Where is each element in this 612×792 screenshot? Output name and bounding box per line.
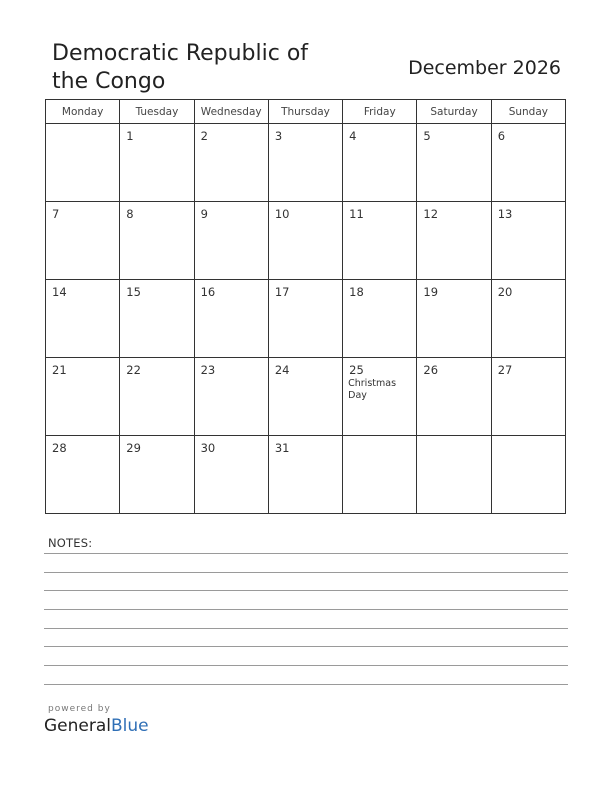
- day-number: 14: [52, 285, 67, 299]
- powered-by-text: powered by: [48, 704, 111, 714]
- weekday-header: Monday: [46, 100, 120, 124]
- week-row: [46, 436, 566, 514]
- day-cell-holiday: [343, 358, 417, 436]
- brand-general: General: [44, 716, 111, 736]
- weekday-header: Saturday: [417, 100, 491, 124]
- day-number: 1: [126, 129, 134, 143]
- weekday-header: Friday: [343, 100, 417, 124]
- brand-blue: Blue: [111, 716, 149, 736]
- day-cell: [46, 358, 120, 436]
- day-cell: [46, 280, 120, 358]
- day-number: [417, 436, 490, 441]
- month-year-title: December 2026: [408, 57, 561, 79]
- day-number: 6: [497, 129, 506, 143]
- day-cell: [343, 436, 417, 514]
- day-number: 4: [349, 129, 357, 143]
- weekday-header: Wednesday: [194, 100, 268, 124]
- day-cell: [120, 202, 194, 280]
- day-cell: [120, 358, 194, 436]
- day-number: 25: [349, 363, 364, 377]
- day-number: [343, 436, 416, 441]
- day-cell: [268, 124, 342, 202]
- day-cell: [417, 436, 491, 514]
- day-cell: [120, 280, 194, 358]
- day-number: 5: [423, 129, 431, 143]
- generalblue-logo: [44, 716, 149, 736]
- day-cell: [491, 202, 565, 280]
- day-number: 30: [200, 441, 216, 455]
- day-cell: [46, 436, 120, 514]
- notes-line: [44, 628, 568, 629]
- day-cell: [194, 280, 268, 358]
- week-row: [46, 280, 566, 358]
- day-cell: [120, 436, 194, 514]
- day-number: 21: [52, 363, 67, 377]
- day-number: 12: [423, 207, 439, 221]
- day-number: 7: [52, 207, 60, 221]
- day-cell: [417, 202, 491, 280]
- day-cell: [268, 202, 342, 280]
- day-cell: [194, 124, 268, 202]
- day-number: 3: [274, 129, 283, 143]
- day-number: 10: [274, 207, 290, 221]
- notes-line: [44, 665, 568, 666]
- day-number: 11: [349, 207, 364, 221]
- day-number: 26: [423, 363, 439, 377]
- notes-line: [44, 553, 568, 554]
- day-cell: [194, 358, 268, 436]
- week-row: [46, 202, 566, 280]
- day-cell: [120, 124, 194, 202]
- week-row: [46, 124, 566, 202]
- day-cell: [491, 280, 565, 358]
- day-number: 9: [200, 207, 208, 221]
- day-number: 27: [497, 363, 513, 377]
- week-row: [46, 358, 566, 436]
- day-number: 28: [52, 441, 67, 455]
- day-cell: [268, 280, 342, 358]
- weekday-header: Tuesday: [120, 100, 194, 124]
- day-number: 23: [200, 363, 216, 377]
- day-number: 8: [126, 207, 134, 221]
- day-number: [492, 436, 565, 441]
- day-number: 20: [497, 285, 513, 299]
- day-number: 24: [274, 363, 290, 377]
- notes-line: [44, 609, 568, 610]
- notes-line: [44, 684, 568, 685]
- day-number: 17: [274, 285, 290, 299]
- day-number: 2: [200, 129, 208, 143]
- day-cell: [417, 280, 491, 358]
- country-title-line1: Democratic Republic of: [52, 41, 309, 66]
- weekday-header: Thursday: [268, 100, 342, 124]
- country-title: [52, 40, 352, 96]
- notes-line: [44, 646, 568, 647]
- day-number: 18: [349, 285, 364, 299]
- day-cell: [343, 124, 417, 202]
- day-cell: [268, 358, 342, 436]
- day-cell: [417, 358, 491, 436]
- notes-label: NOTES:: [48, 536, 93, 550]
- calendar-grid: [45, 99, 566, 514]
- day-cell: [194, 202, 268, 280]
- day-cell: [194, 436, 268, 514]
- day-number: 19: [423, 285, 439, 299]
- day-number: 13: [497, 207, 513, 221]
- day-cell: [491, 358, 565, 436]
- day-number: 29: [126, 441, 141, 455]
- notes-line: [44, 572, 568, 573]
- holiday-label-line2: Day: [348, 390, 367, 401]
- day-cell: [491, 436, 565, 514]
- day-cell: [343, 280, 417, 358]
- notes-line: [44, 590, 568, 591]
- day-cell: [343, 202, 417, 280]
- weekday-header: Sunday: [491, 100, 565, 124]
- day-number: 31: [274, 441, 290, 455]
- day-number: 15: [126, 285, 141, 299]
- day-cell: [268, 436, 342, 514]
- day-number: [46, 124, 119, 129]
- country-title-line2: the Congo: [52, 69, 166, 94]
- day-number: 16: [200, 285, 216, 299]
- day-cell: [46, 124, 120, 202]
- holiday-label-line1: Christmas: [348, 378, 397, 389]
- day-number: 22: [126, 363, 141, 377]
- weekday-header-row: [46, 100, 566, 124]
- holiday-label: [343, 377, 416, 402]
- day-cell: [491, 124, 565, 202]
- day-cell: [46, 202, 120, 280]
- day-cell: [417, 124, 491, 202]
